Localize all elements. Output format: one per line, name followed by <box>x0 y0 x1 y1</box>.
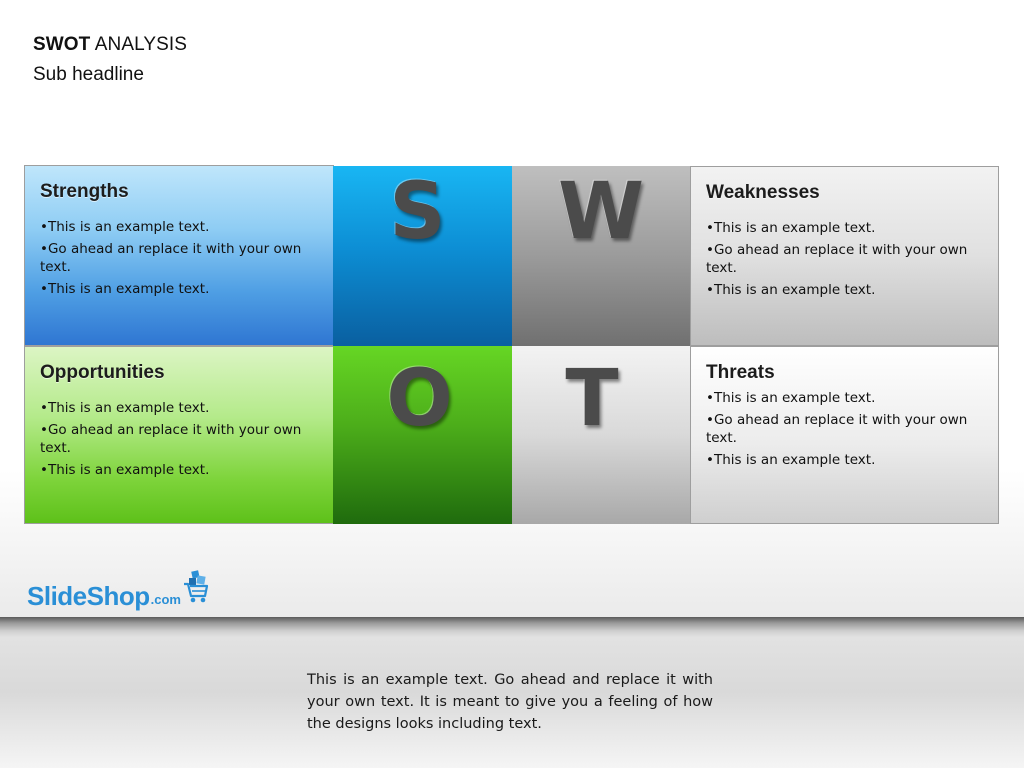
strengths-box <box>24 165 334 346</box>
o-letter: O <box>386 354 453 444</box>
logo-name: SlideShop <box>27 581 150 611</box>
list-item: • This is an example text. <box>706 219 983 237</box>
footer-text: This is an example text. Go ahead and replace it with your own text. It is meant to give you a feeling of how the designs looks including text. <box>307 672 713 732</box>
list-item: • This is an example text. <box>706 389 983 407</box>
shopping-cart-icon <box>183 570 209 609</box>
opportunities-box <box>24 346 334 524</box>
w-letter: W <box>557 167 645 257</box>
list-item: • This is an example text. <box>40 280 318 298</box>
list-item: • This is an example text. <box>40 461 318 479</box>
t-letter: T <box>565 354 619 444</box>
strengths-title: Strengths <box>40 181 129 202</box>
title-rest: ANALYSIS <box>94 34 188 55</box>
s-letter-box <box>333 166 512 346</box>
slide-title <box>33 33 187 57</box>
opportunities-list <box>40 399 318 479</box>
slide-subtitle: Sub headline <box>33 64 144 85</box>
o-letter-box <box>333 346 512 524</box>
list-item: • Go ahead an replace it with your own text. <box>706 411 983 447</box>
list-item: • Go ahead an replace it with your own text. <box>40 421 318 457</box>
threats-title: Threats <box>706 362 775 383</box>
list-item: • This is an example text. <box>40 218 318 236</box>
list-item: • Go ahead an replace it with your own text. <box>40 240 318 276</box>
weaknesses-title: Weaknesses <box>706 182 820 203</box>
opportunities-title: Opportunities <box>40 362 165 383</box>
slide-header <box>33 33 187 87</box>
list-item: • This is an example text. <box>706 451 983 469</box>
slideshop-logo <box>27 570 209 611</box>
list-item: • This is an example text. <box>706 281 983 299</box>
logo-suffix: .com <box>150 592 181 607</box>
weaknesses-list <box>706 219 983 299</box>
t-letter-box <box>512 346 690 524</box>
list-item: • Go ahead an replace it with your own text. <box>706 241 983 277</box>
weaknesses-box <box>690 166 999 346</box>
w-letter-box <box>512 166 690 346</box>
strengths-list <box>40 218 318 298</box>
threats-list <box>706 389 983 469</box>
title-bold: SWOT <box>33 34 91 55</box>
threats-box <box>690 346 999 524</box>
s-letter: S <box>389 167 446 257</box>
list-item: • This is an example text. <box>40 399 318 417</box>
